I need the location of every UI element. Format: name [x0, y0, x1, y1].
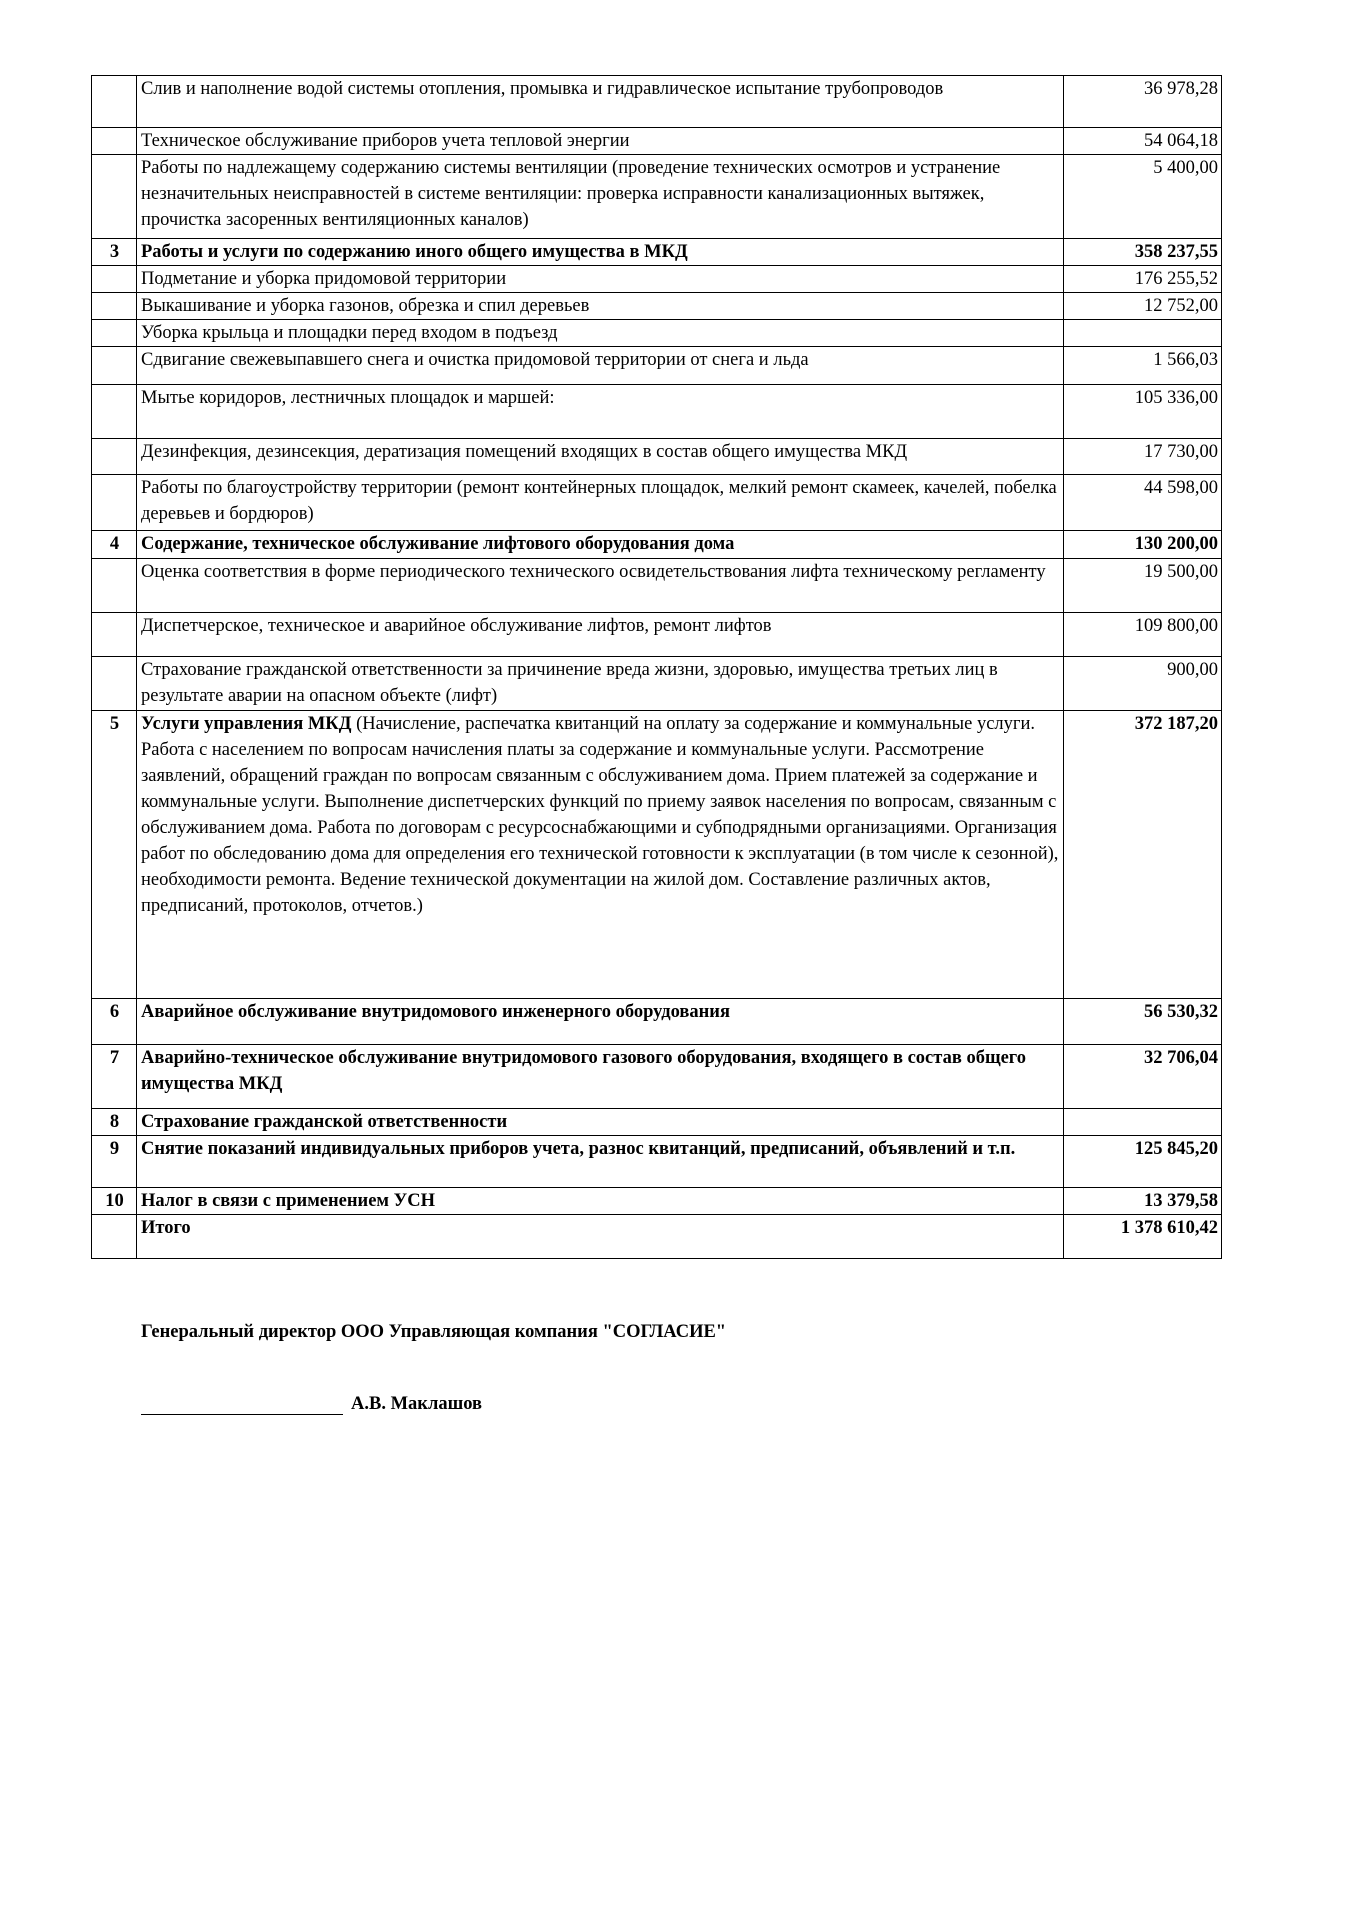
row-amount: 125 845,20	[1064, 1136, 1222, 1188]
table-row	[92, 1136, 1222, 1188]
table-row	[92, 657, 1222, 711]
table-row	[92, 1188, 1222, 1215]
row-description: Выкашивание и уборка газонов, обрезка и спил деревьев	[137, 293, 1064, 320]
row-amount: 109 800,00	[1064, 613, 1222, 657]
row-amount: 32 706,04	[1064, 1045, 1222, 1109]
table-row	[92, 155, 1222, 239]
row-description: Оценка соответствия в форме периодического технического освидетельствования лифта техническому регламенту	[137, 559, 1064, 613]
table-row	[92, 439, 1222, 475]
row-description-text: (Начисление, распечатка квитанций на оплату за содержание и коммунальные услуги. Работа с населением по вопросам начисления платы за содержание и коммунальные услуги. Рассмотрение заявлений, обращений граждан по вопросам связанным с обслуживанием дома. Прием платежей за содержание и коммунальные услуги. Выполнение диспетчерских функций по приему заявок населения по вопросам, связанным с обслуживанием дома. Работа по договорам с ресурсоснабжающими и субподрядными организациями. Организация работ по обследованию дома для определения его технической готовности к эксплуатации (в том числе к сезонной), необходимости ремонта. Ведение технической документации на жилой дом. Составление различных актов, предписаний, протоколов, отчетов.)	[141, 714, 1059, 916]
row-description: Страхование гражданской ответственности за причинение вреда жизни, здоровью, имущества третьих лиц в результате аварии на опасном объекте (лифт)	[137, 657, 1064, 711]
table-row	[92, 613, 1222, 657]
row-description: Аварийно-техническое обслуживание внутридомового газового оборудования, входящего в состав общего имущества МКД	[137, 1045, 1064, 1109]
signatory-name: А.В. Маклашов	[351, 1394, 482, 1414]
table-row	[92, 128, 1222, 155]
table-row	[92, 475, 1222, 531]
row-number: 4	[92, 531, 137, 559]
row-description: Диспетчерское, техническое и аварийное обслуживание лифтов, ремонт лифтов	[137, 613, 1064, 657]
table-row	[92, 531, 1222, 559]
table-row	[92, 559, 1222, 613]
row-amount: 19 500,00	[1064, 559, 1222, 613]
row-amount: 56 530,32	[1064, 999, 1222, 1045]
row-number: 5	[92, 711, 137, 999]
row-number	[92, 559, 137, 613]
row-number	[92, 613, 137, 657]
total-amount: 1 378 610,42	[1064, 1215, 1222, 1259]
row-amount: 44 598,00	[1064, 475, 1222, 531]
row-number	[92, 76, 137, 128]
row-number: 10	[92, 1188, 137, 1215]
row-amount: 900,00	[1064, 657, 1222, 711]
row-description: Работы по благоустройству территории (ремонт контейнерных площадок, мелкий ремонт скамеек, качелей, побелка деревьев и бордюров)	[137, 475, 1064, 531]
row-number	[92, 475, 137, 531]
row-number	[92, 320, 137, 347]
row-number	[92, 657, 137, 711]
row-amount: 17 730,00	[1064, 439, 1222, 475]
row-description: Сдвигание свежевыпавшего снега и очистка придомовой территории от снега и льда	[137, 347, 1064, 385]
row-amount: 1 566,03	[1064, 347, 1222, 385]
row-description: Дезинфекция, дезинсекция, дератизация помещений входящих в состав общего имущества МКД	[137, 439, 1064, 475]
row-number: 3	[92, 239, 137, 266]
row-number: 8	[92, 1109, 137, 1136]
row-description: Работы по надлежащему содержанию системы вентиляции (проведение технических осмотров и устранение незначительных неисправностей в системе вентиляции: проверка исправности канализационных вытяжек, прочистка засоренных вентиляционных каналов)	[137, 155, 1064, 239]
row-description: Мытье коридоров, лестничных площадок и маршей:	[137, 385, 1064, 439]
table-row	[92, 76, 1222, 128]
table-row-total	[92, 1215, 1222, 1259]
row-amount: 372 187,20	[1064, 711, 1222, 999]
total-label: Итого	[137, 1215, 1064, 1259]
services-cost-table	[91, 75, 1222, 1259]
row-description: Подметание и уборка придомовой территории	[137, 266, 1064, 293]
row-amount	[1064, 320, 1222, 347]
row-amount	[1064, 1109, 1222, 1136]
row-number: 6	[92, 999, 137, 1045]
table-row	[92, 1045, 1222, 1109]
table-row	[92, 999, 1222, 1045]
row-number	[92, 1215, 137, 1259]
table-row	[92, 711, 1222, 999]
row-number	[92, 347, 137, 385]
row-number	[92, 155, 137, 239]
row-description: Техническое обслуживание приборов учета тепловой энергии	[137, 128, 1064, 155]
row-description: Страхование гражданской ответственности	[137, 1109, 1064, 1136]
signature-block	[141, 1394, 482, 1415]
row-amount: 12 752,00	[1064, 293, 1222, 320]
row-amount: 54 064,18	[1064, 128, 1222, 155]
row-number	[92, 128, 137, 155]
table-row	[92, 239, 1222, 266]
row-description: Содержание, техническое обслуживание лифтового оборудования дома	[137, 531, 1064, 559]
row-description	[137, 711, 1064, 999]
row-description: Работы и услуги по содержанию иного общего имущества в МКД	[137, 239, 1064, 266]
row-amount: 5 400,00	[1064, 155, 1222, 239]
row-description: Уборка крыльца и площадки перед входом в подъезд	[137, 320, 1064, 347]
row-number: 9	[92, 1136, 137, 1188]
row-description: Снятие показаний индивидуальных приборов учета, разнос квитанций, предписаний, объявлений и т.п.	[137, 1136, 1064, 1188]
director-title: Генеральный директор ООО Управляющая компания "СОГЛАСИЕ"	[141, 1322, 727, 1342]
row-amount: 36 978,28	[1064, 76, 1222, 128]
row-description: Налог в связи с применением УСН	[137, 1188, 1064, 1215]
row-number: 7	[92, 1045, 137, 1109]
row-number	[92, 293, 137, 320]
table-row	[92, 293, 1222, 320]
row-amount: 176 255,52	[1064, 266, 1222, 293]
table-row	[92, 266, 1222, 293]
row-amount: 13 379,58	[1064, 1188, 1222, 1215]
row-number	[92, 385, 137, 439]
row-description-title: Услуги управления МКД	[141, 714, 352, 734]
table-row	[92, 385, 1222, 439]
row-amount: 358 237,55	[1064, 239, 1222, 266]
row-number	[92, 439, 137, 475]
row-number	[92, 266, 137, 293]
signature-line	[141, 1394, 343, 1415]
row-description: Аварийное обслуживание внутридомового инженерного оборудования	[137, 999, 1064, 1045]
row-amount: 130 200,00	[1064, 531, 1222, 559]
table-row	[92, 320, 1222, 347]
row-amount: 105 336,00	[1064, 385, 1222, 439]
table-row	[92, 347, 1222, 385]
table-row	[92, 1109, 1222, 1136]
row-description: Слив и наполнение водой системы отопления, промывка и гидравлическое испытание трубопроводов	[137, 76, 1064, 128]
